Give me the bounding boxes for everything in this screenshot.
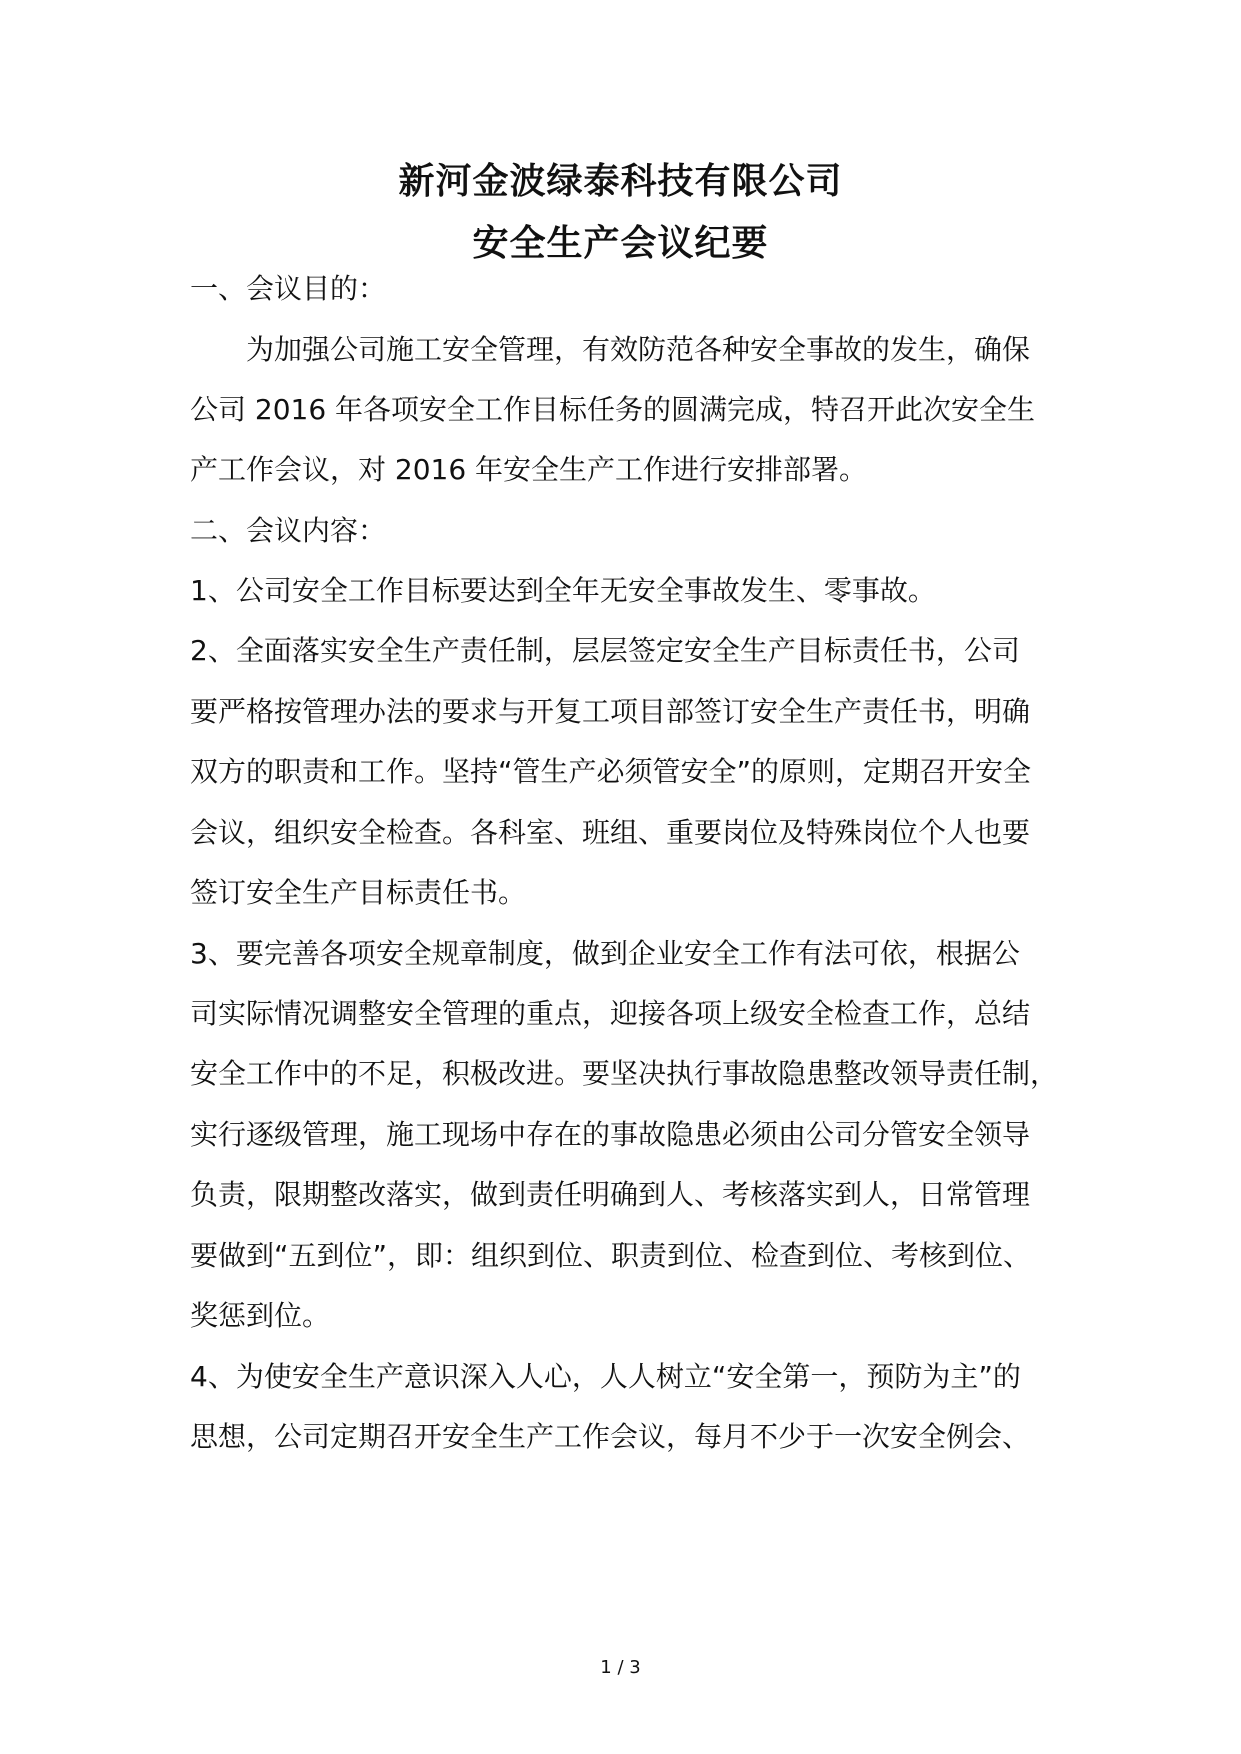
list-item-2-line: 会议，组织安全检查。各科室、班组、重要岗位及特殊岗位个人也要: [190, 816, 1031, 849]
list-item-2-line: 2、全面落实安全生产责任制，层层签定安全生产目标责任书，公司: [190, 634, 1020, 667]
list-item-2-line: 双方的职责和工作。坚持“管生产必须管安全”的原则，定期召开安全: [190, 755, 1032, 788]
paragraph-line: 为加强公司施工安全管理，有效防范各种安全事故的发生，确保: [190, 333, 1031, 366]
section-heading-content: 二、会议内容：: [190, 514, 387, 547]
page-number: 1 / 3: [600, 1657, 641, 1678]
document-title: 安全生产会议纪要: [472, 223, 769, 264]
company-title: 新河金波绿泰科技有限公司: [398, 161, 843, 202]
paragraph-line: 产工作会议，对 2016 年安全生产工作进行安排部署。: [190, 453, 868, 486]
list-item-4-line: 思想，公司定期召开安全生产工作会议，每月不少于一次安全例会、: [190, 1420, 1031, 1453]
list-item-3-line: 负责，限期整改落实，做到责任明确到人、考核落实到人，日常管理: [190, 1178, 1031, 1211]
list-item-3-line: 司实际情况调整安全管理的重点，迎接各项上级安全检查工作，总结: [190, 997, 1031, 1030]
paragraph-line: 公司 2016 年各项安全工作目标任务的圆满完成，特召开此次安全生: [190, 393, 1036, 426]
list-item-3-line: 实行逐级管理，施工现场中存在的事故隐患必须由公司分管安全领导: [190, 1118, 1031, 1151]
list-item-3-line: 要做到“五到位”，即：组织到位、职责到位、检查到位、考核到位、: [190, 1239, 1032, 1272]
list-item-1: 1、公司安全工作目标要达到全年无安全事故发生、零事故。: [190, 574, 936, 607]
list-item-4-line: 4、为使安全生产意识深入人心，人人树立“安全第一，预防为主”的: [190, 1360, 1021, 1393]
list-item-2-line: 要严格按管理办法的要求与开复工项目部签订安全生产责任书，明确: [190, 695, 1031, 728]
list-item-2-line: 签订安全生产目标责任书。: [190, 876, 527, 909]
list-item-3-line: 安全工作中的不足，积极改进。要坚决执行事故隐患整改领导责任制，: [190, 1057, 1059, 1090]
section-heading-purpose: 一、会议目的：: [190, 272, 387, 305]
list-item-3-line: 3、要完善各项安全规章制度，做到企业安全工作有法可依，根据公: [190, 937, 1020, 970]
list-item-3-line: 奖惩到位。: [190, 1299, 331, 1332]
